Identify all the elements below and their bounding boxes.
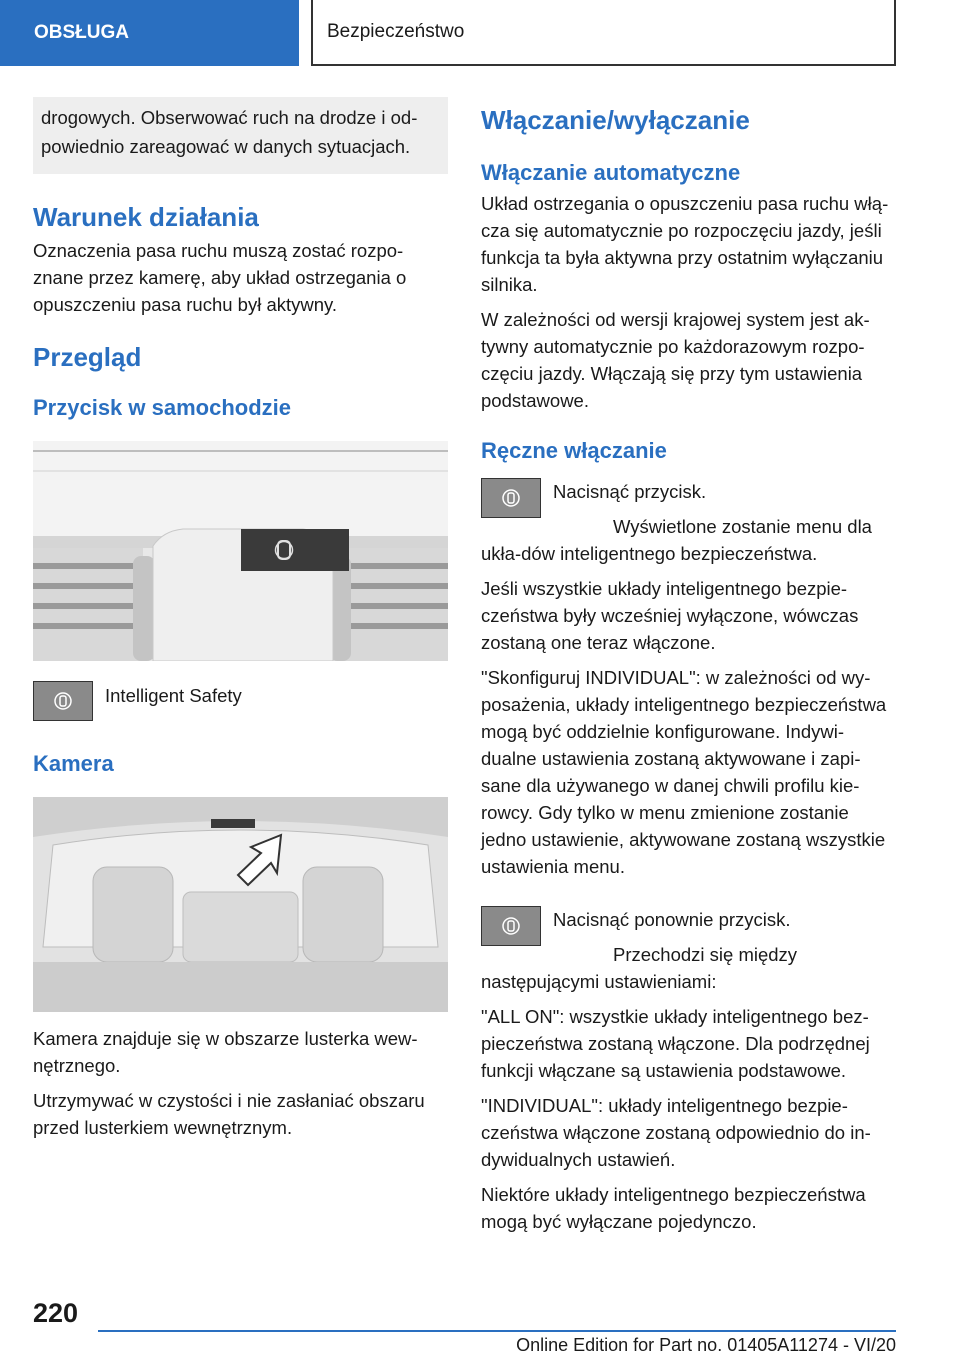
- all-on-text: "ALL ON": wszystkie układy inteligentnego bez-pieczeństwa zostaną włączone. Dla podrzędnej funkcji włączane są ustawienia podstawowe.: [481, 1006, 870, 1081]
- edition-text: Online Edition for Part no. 01405A11274 - VI/20: [516, 1335, 896, 1355]
- button-heading: Przycisk w samochodzie: [33, 395, 291, 420]
- camera-text-2: Utrzymywać w czystości i nie zasłaniać obszaru przed lusterkiem wewnętrznym.: [33, 1090, 425, 1138]
- condition-heading: Warunek działania: [33, 202, 259, 232]
- intro-note: drogowych. Obserwować ruch na drodze i od-powiednio zareagować w danych sytuacjach.: [33, 97, 448, 174]
- step2-button-icon: [481, 906, 541, 946]
- page-number: 220: [33, 1298, 79, 1328]
- camera-heading: Kamera: [33, 751, 114, 776]
- step2-action: Nacisnąć ponownie przycisk.: [553, 909, 791, 930]
- step1-result: Wyświetlone zostanie menu dla ukła-dów inteligentnego bezpieczeństwa.: [481, 516, 872, 564]
- footer-divider: [98, 1330, 896, 1332]
- page-title: Bezpieczeństwo: [311, 0, 896, 66]
- final-text: Niektóre układy inteligentnego bezpieczeństwa mogą być wyłączane pojedynczo.: [481, 1184, 866, 1232]
- intelligent-safety-button-icon: [33, 681, 93, 721]
- onoff-heading: Włączanie/wyłączanie: [481, 105, 750, 135]
- manual-heading: Ręczne włączanie: [481, 438, 667, 463]
- car-interior-camera-illustration: [33, 797, 448, 1012]
- camera-text-1: Kamera znajduje się w obszarze lusterka wew-nętrznego.: [33, 1028, 418, 1076]
- auto-text-2: W zależności od wersji krajowej system jest ak-tywny automatycznie po każdorazowym rozpo-częciu jazdy. Włączają się przy tym ustawienia podstawowe.: [481, 309, 870, 411]
- right-column: [481, 97, 896, 1235]
- overview-heading: Przegląd: [33, 342, 142, 372]
- condition-text: Oznaczenia pasa ruchu muszą zostać rozpo-znane przez kamerę, aby układ ostrzegania o opuszczeniu pasa ruchu był aktywny.: [33, 240, 407, 315]
- auto-text-1: Układ ostrzegania o opuszczeniu pasa ruchu włą-cza się automatycznie po rozpoczęciu jazdy, jeśli funkcja ta była aktywna przy ostatnim wyłączaniu silnika.: [481, 193, 889, 295]
- section-tab: OBSŁUGA: [0, 0, 299, 66]
- step1-action: Nacisnąć przycisk.: [553, 481, 707, 502]
- auto-heading: Włączanie automatyczne: [481, 160, 741, 185]
- manual-text-2: "Skonfiguruj INDIVIDUAL": w zależności od wy-posażenia, układy inteligentnego bezpieczeństwa mogą być oddzielnie konfigurowane. Indywi-dualne ustawienia zostaną aktywowane i zapi-sane dla używanego w danej chwili profilu kie-rowcy. Gdy tylko w menu zmienione zostanie jedno ustawienie, aktywowane zostaną wszystkie ustawienia menu.: [481, 667, 887, 877]
- individual-text: "INDIVIDUAL": układy inteligentnego bezpie-czeństwa włączone zostaną odpowiednio do in-dywidualnych ustawień.: [481, 1095, 871, 1170]
- left-column: [33, 97, 448, 1141]
- manual-text-1: Jeśli wszystkie układy inteligentnego bezpie-czeństwa były wcześniej wyłączone, wówczas zostaną one teraz włączone.: [481, 578, 859, 653]
- button-label: Intelligent Safety: [105, 685, 242, 706]
- dashboard-button-illustration: [33, 441, 448, 661]
- step2-result: Przechodzi się między następującymi ustawieniami:: [481, 944, 798, 992]
- step1-button-icon: [481, 478, 541, 518]
